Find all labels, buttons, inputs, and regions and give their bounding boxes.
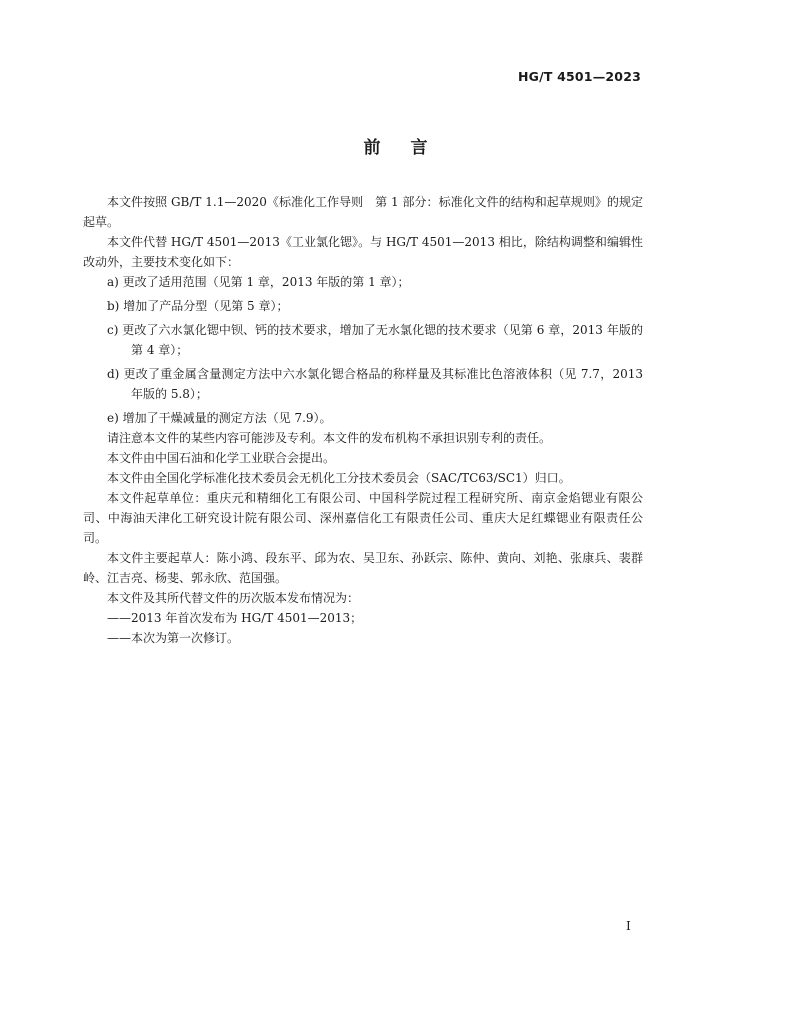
foreword-body bbox=[83, 192, 643, 648]
list-item bbox=[83, 272, 643, 292]
paragraph-patent-notice: 请注意本文件的某些内容可能涉及专利。本文件的发布机构不承担识别专利的责任。 bbox=[107, 431, 552, 445]
list-marker: e) bbox=[107, 411, 119, 425]
list-marker: a) bbox=[107, 275, 119, 289]
page-number: I bbox=[626, 919, 631, 933]
paragraph-drafting-units: 本文件起草单位：重庆元和精细化工有限公司、中国科学院过程工程研究所、南京金焰锶业有限公司、中海油天津化工研究设计院有限公司、深州嘉信化工有限责任公司、重庆大足红蝶锶业有限责任公司。 bbox=[83, 491, 643, 545]
paragraph-technical-committee: 本文件由全国化学标准化技术委员会无机化工分技术委员会（SAC/TC63/SC1）归口。 bbox=[107, 471, 571, 485]
list-item bbox=[83, 364, 643, 404]
history-item: ——2013 年首次发布为 HG/T 4501—2013； bbox=[107, 611, 363, 625]
paragraph-replacement: 本文件代替 HG/T 4501—2013《工业氯化锶》。与 HG/T 4501—2013 相比，除结构调整和编辑性改动外，主要技术变化如下： bbox=[83, 235, 643, 269]
list-item bbox=[83, 408, 643, 428]
list-text: 更改了六水氯化锶中钡、钙的技术要求，增加了无水氯化锶的技术要求（见第 6 章，2013 年版的第 4 章）； bbox=[122, 323, 643, 357]
paragraph-proposer: 本文件由中国石油和化学工业联合会提出。 bbox=[107, 451, 336, 465]
page-title: 前言 bbox=[363, 138, 458, 158]
list-text: 更改了适用范围（见第 1 章，2013 年版的第 1 章）； bbox=[122, 275, 410, 289]
list-item bbox=[83, 320, 643, 360]
paragraph-drafting-rules: 本文件按照 GB/T 1.1—2020《标准化工作导则 第 1 部分：标准化文件的结构和起草规则》的规定起草。 bbox=[83, 195, 643, 229]
list-text: 增加了干燥减量的测定方法（见 7.9）。 bbox=[122, 411, 332, 425]
standard-number: HG/T 4501—2023 bbox=[517, 69, 641, 84]
list-marker: d) bbox=[107, 367, 120, 381]
list-marker: b) bbox=[107, 299, 120, 313]
list-text: 增加了产品分型（见第 5 章）； bbox=[123, 299, 289, 313]
list-item bbox=[83, 296, 643, 316]
paragraph-version-history: 本文件及其所代替文件的历次版本发布情况为： bbox=[107, 591, 360, 605]
list-text: 更改了重金属含量测定方法中六水氯化锶合格品的称样量及其标准比色溶液体积（见 7.7，2013 年版的 5.8）； bbox=[123, 367, 643, 401]
paragraph-drafters: 本文件主要起草人：陈小鸿、段东平、邱为农、吴卫东、孙跃宗、陈仲、黄向、刘艳、张康兵、裴群岭、江吉亮、杨斐、郭永欣、范国强。 bbox=[83, 551, 643, 585]
list-marker: c) bbox=[107, 323, 119, 337]
history-item: ——本次为第一次修订。 bbox=[107, 631, 240, 645]
